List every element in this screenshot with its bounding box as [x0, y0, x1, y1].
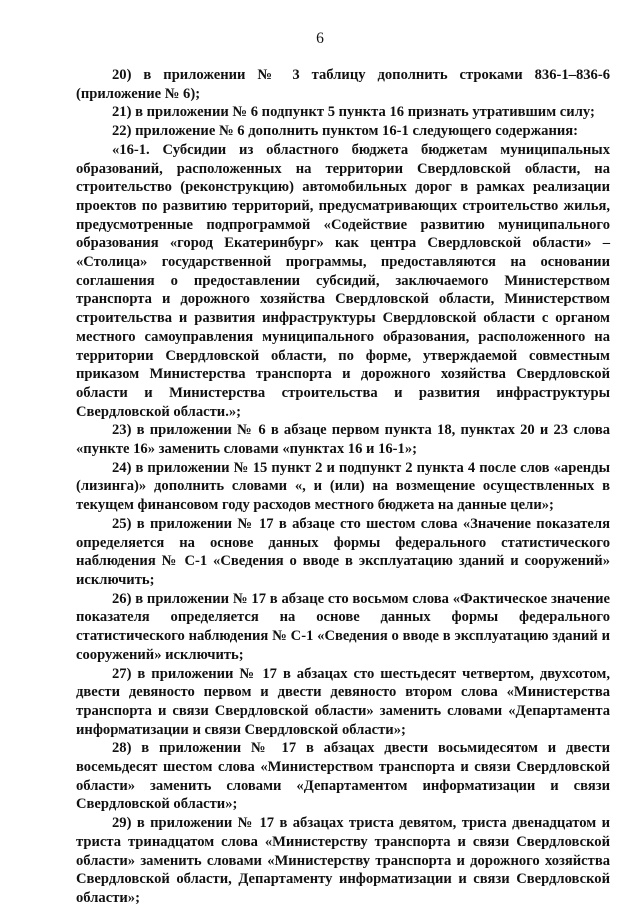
page-number: 6 [316, 30, 324, 47]
paragraph-item-24: 24) в приложении № 15 пункт 2 и подпункт 2 пункта 4 после слов «аренды (лизинга)» дополнить словами «, и (или) на возмещение осуществленных в текущем финансовом году расходов местного бюджета на данные цели»; [76, 459, 610, 514]
paragraph-item-23: 23) в приложении № 6 в абзаце первом пункта 18, пунктах 20 и 23 слова «пункте 16» заменить словами «пунктах 16 и 16-1»; [76, 422, 610, 458]
paragraph-item-25: 25) в приложении № 17 в абзаце сто шестом слова «Значение показателя определяется на основе данных формы федерального статистического наблюдения № С-1 «Сведения о вводе в эксплуатацию зданий и сооружений» исключить; [76, 515, 610, 588]
paragraph-quoted-16-1: «16-1. Субсидии из областного бюджета бюджетам муниципальных образований, расположенных на территории Свердловской области, на строительство (реконструкцию) автомобильных дорог в рамках реализации проектов по развитию территорий, предусматривающих строительство жилья, предусмотренные подпрограммой «Содействие развитию муниципального образования «город Екатеринбург» как центра Свердловской области» – «Столица» государственной программы, предоставляются на основании соглашения о предоставлении субсидий, заключаемого Министерством транспорта и дорожного хозяйства Свердловской области, Министерством строительства и развития инфраструктуры Свердловской области с органом местного самоуправления муниципального образования, расположенного на территории Свердловской области, по форме, утверждаемой совместным приказом Министерства транспорта и дорожного хозяйства Свердловской области и Министерства строительства и развития инфраструктуры Свердловской области.»; [76, 141, 610, 420]
paragraph-item-28: 28) в приложении № 17 в абзацах двести восьмидесятом и двести восемьдесят шестом слова «Министерством транспорта и связи Свердловской области» заменить словами «Департаментом информатизации и связи Свердловской области»; [76, 740, 610, 813]
document-body [76, 66, 610, 908]
paragraph-item-22: 22) приложение № 6 дополнить пунктом 16-1 следующего содержания: [112, 123, 579, 140]
paragraph-item-27: 27) в приложении № 17 в абзацах сто шестьдесят четвертом, двухсотом, двести девяносто первом и двести девяносто втором слова «Министерства транспорта и связи Свердловской области» заменить словами «Департамента информатизации и связи Свердловской области»; [76, 665, 610, 738]
paragraph-item-20: 20) в приложении № 3 таблицу дополнить строками 836-1–836-6 (приложение № 6); [76, 67, 610, 102]
paragraph-item-26: 26) в приложении № 17 в абзаце сто восьмом слова «Фактическое значение показателя определяется на основе данных формы федерального статистического наблюдения № С-1 «Сведения о вводе в эксплуатацию зданий и сооружений» исключить; [76, 590, 610, 663]
paragraph-item-21: 21) в приложении № 6 подпункт 5 пункта 16 признать утратившим силу; [112, 104, 595, 121]
paragraph-item-29: 29) в приложении № 17 в абзацах триста девятом, триста двенадцатом и триста тринадцатом слова «Министерству транспорта и связи Свердловской области» заменить словами «Министерству транспорта и дорожного хозяйства Свердловской области, Департаменту информатизации и связи Свердловской области»; [76, 815, 610, 906]
